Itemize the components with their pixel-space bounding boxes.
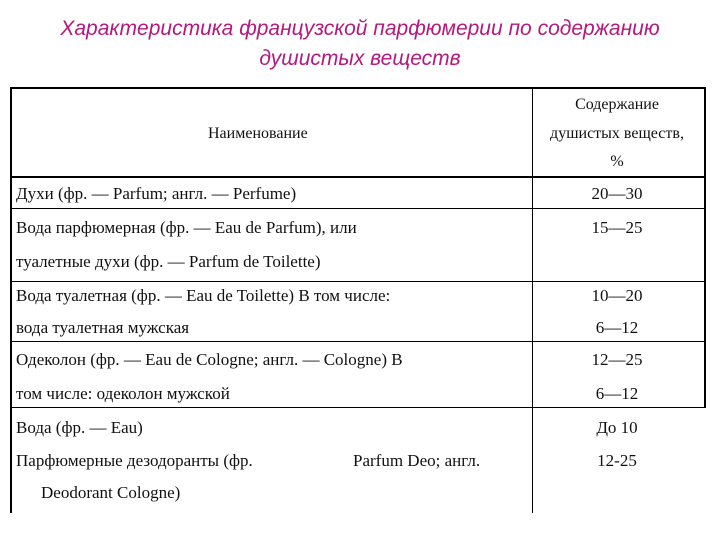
row-3-value-2: 6—12 <box>595 318 639 337</box>
row-1-value: 20—30 <box>591 184 643 203</box>
row-divider <box>10 407 706 408</box>
table-right-border <box>704 87 706 407</box>
row-divider <box>10 281 706 282</box>
table-top-border <box>10 87 706 89</box>
perfume-table <box>10 87 708 513</box>
title-line-2: душистых веществ <box>259 47 461 70</box>
row-5-name-line-1: Вода (фр. — Eau) <box>16 418 143 437</box>
row-2-name-line-2: туалетные духи (фр. — Parfum de Toilette) <box>16 252 321 271</box>
row-divider <box>10 208 706 209</box>
header-content-line-2: душистых веществ, <box>550 125 684 142</box>
title-line-1: Характеристика французской парфюмерии по содержанию <box>60 17 660 40</box>
row-5-value-2: 12-25 <box>597 451 637 470</box>
row-5-value-1: До 10 <box>596 418 638 437</box>
row-divider <box>10 341 706 342</box>
row-divider <box>10 176 706 178</box>
row-4-value-1: 12—25 <box>591 350 643 369</box>
header-name: Наименование <box>208 125 308 142</box>
table-column-divider <box>532 87 533 513</box>
row-4-name-line-2: том числе: одеколон мужской <box>16 384 230 403</box>
header-content-line-1: Содержание <box>575 96 659 113</box>
row-3-value-1: 10—20 <box>591 286 643 305</box>
row-2-value: 15—25 <box>591 218 643 237</box>
row-2-name-line-1: Вода парфюмерная (фр. — Eau de Parfum), или <box>16 218 357 237</box>
row-3-name-line-1: Вода туалетная (фр. — Eau de Toilette) В том числе: <box>16 286 391 305</box>
row-4-name-line-1: Одеколон (фр. — Eau de Cologne; англ. — Cologne) В <box>16 350 403 369</box>
header-content-line-3: % <box>610 153 624 170</box>
row-4-value-2: 6—12 <box>595 384 639 403</box>
table-left-border <box>10 87 12 513</box>
row-1-name: Духи (фр. — Parfum; англ. — Perfume) <box>16 184 297 203</box>
row-5-name-line-2: Парфюмерные дезодоранты (фр. <box>16 451 253 470</box>
page-title <box>0 14 720 74</box>
row-3-name-line-2: вода туалетная мужская <box>16 318 190 337</box>
row-5-name-line-3: Parfum Deo; англ. <box>353 451 481 470</box>
row-5-name-line-4: Deodorant Cologne) <box>41 483 181 502</box>
